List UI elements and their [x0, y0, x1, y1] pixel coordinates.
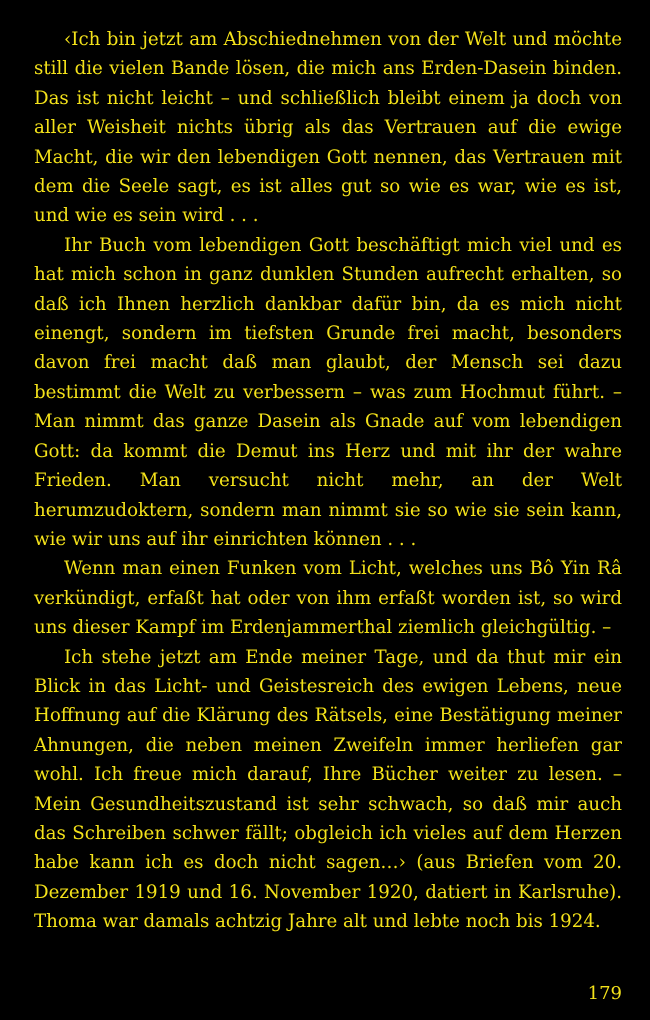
paragraph-3: Wenn man einen Funken vom Licht, welches uns Bô Yin Râ verkündigt, erfaßt hat oder von ihm erfaßt worden ist, so wird uns dieser Kampf im Erdenjammerthal ziemlich gleichgültig. –: [34, 558, 622, 639]
page-number: 179: [587, 983, 622, 1004]
paragraph-2: Ihr Buch vom lebendigen Gott beschäftigt mich viel und es hat mich schon in ganz dunklen Stunden aufrecht erhalten, so daß ich Ihnen herzlich dankbar dafür bin, da es mich nicht einengt, sondern im tiefsten Grunde frei macht, besonders davon frei macht daß man glaubt, der Mensch sei dazu bestimmt die Welt zu verbessern – was zum Hochmut führt. – Man nimmt das ganze Dasein als Gnade auf vom lebendigen Gott: da kommt die Demut ins Herz und mit ihr der wahre Frieden. Man versucht nicht mehr, an der Welt herumzudoktern, sondern man nimmt sie so wie sie sein kann, wie wir uns auf ihr einrichten können . . .: [34, 234, 622, 550]
paragraph-4: Ich stehe jetzt am Ende meiner Tage, und da thut mir ein Blick in das Licht- und Geistesreich des ewigen Lebens, neue Hoffnung auf die Klärung des Rätsels, eine Bestätigung meiner Ahnungen, die neben meinen Zweifeln immer herliefen gar wohl. Ich freue mich darauf, Ihre Bücher weiter zu lesen. – Mein Gesundheitszustand ist sehr schwach, so daß mir auch das Schreiben schwer fällt; obgleich ich vieles auf dem Herzen habe kann ich es doch nicht sagen…› (aus Briefen vom 20. Dezember 1919 und 16. November 1920, datiert in Karlsruhe). Thoma war damals achtzig Jahre alt und lebte noch bis 1924.: [34, 646, 622, 933]
paragraph-1: ‹Ich bin jetzt am Abschiednehmen von der Welt und möchte still die vielen Bande lösen, die mich ans Erden-Dasein binden. Das ist nicht leicht – und schließlich bleibt einem ja doch von aller Weisheit nichts übrig als das Vertrauen auf die ewige Macht, die wir den lebendigen Gott nennen, das Vertrauen mit dem die Seele sagt, es ist alles gut so wie es war, wie es ist, und wie es sein wird . . .: [34, 29, 622, 227]
body-text: [34, 25, 622, 937]
